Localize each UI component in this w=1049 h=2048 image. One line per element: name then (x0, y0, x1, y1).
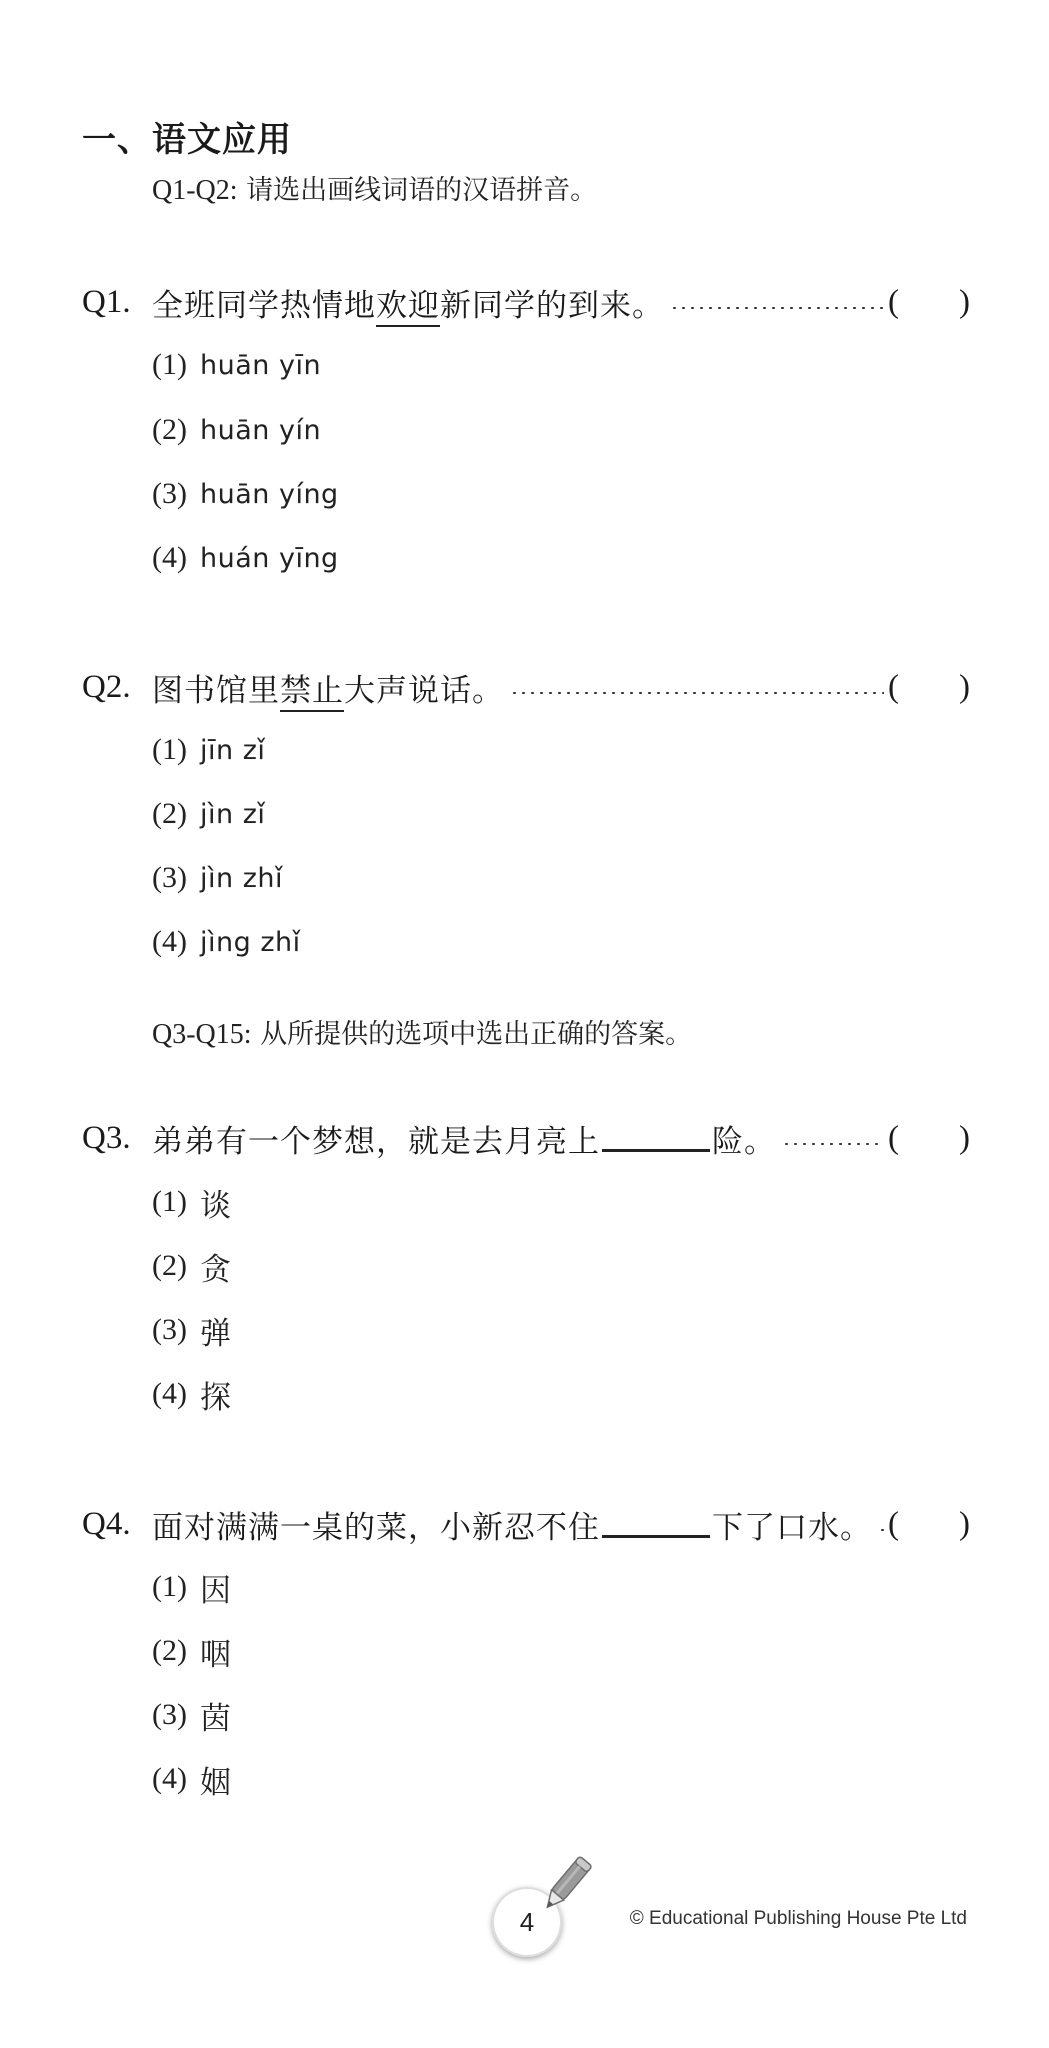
option-q2-3[interactable] (152, 858, 283, 898)
option-number: (3) (152, 477, 187, 510)
page-number: 4 (519, 1906, 535, 1937)
option-q4-3[interactable] (152, 1695, 232, 1735)
section-title: 一、语文应用 (82, 120, 292, 160)
question-text-pre: 图书馆里 (152, 672, 280, 709)
question-q3 (82, 1116, 970, 1160)
instruction-q1-q2 (152, 168, 597, 207)
question-text (152, 1116, 776, 1161)
option-text: 咽 (200, 1636, 232, 1673)
option-number: (1) (152, 733, 187, 766)
question-q4 (82, 1502, 970, 1546)
option-q2-4[interactable] (152, 922, 301, 962)
question-text-pre: 弟弟有一个梦想，就是去月亮上 (152, 1123, 600, 1160)
option-q4-4[interactable] (152, 1759, 232, 1799)
option-q3-1[interactable] (152, 1182, 232, 1222)
option-text: huán yīng (200, 542, 339, 574)
paren-open: ( (888, 1119, 899, 1156)
paren-open: ( (888, 1505, 899, 1542)
answer-box[interactable] (888, 1120, 970, 1157)
question-q2 (82, 665, 970, 709)
dot-leader (782, 1143, 884, 1145)
instruction-q3-q15 (152, 1012, 692, 1051)
option-text: 探 (200, 1379, 232, 1416)
dot-leader (670, 307, 884, 309)
question-number: Q3. (82, 1119, 131, 1156)
option-text: jìng zhǐ (200, 926, 301, 958)
question-text (152, 665, 504, 710)
paren-close: ) (959, 1119, 970, 1156)
option-text: huān yíng (200, 478, 339, 510)
fill-blank[interactable] (602, 1125, 710, 1152)
question-text-post: 大声说话。 (344, 672, 504, 709)
answer-box[interactable] (888, 669, 970, 706)
option-text: 因 (200, 1572, 232, 1609)
instruction-text: 从所提供的选项中选出正确的答案。 (260, 1019, 693, 1050)
option-q4-1[interactable] (152, 1567, 232, 1607)
question-text-post: 新同学的到来。 (440, 287, 664, 324)
question-text (152, 280, 664, 325)
option-number: (3) (152, 861, 187, 894)
option-q1-3[interactable] (152, 474, 339, 514)
answer-box[interactable] (888, 1506, 970, 1543)
option-text: 弹 (200, 1315, 232, 1352)
option-number: (3) (152, 1313, 187, 1346)
underlined-word: 欢迎 (376, 288, 440, 327)
option-text: jìn zhǐ (200, 862, 283, 894)
answer-box[interactable] (888, 284, 970, 321)
question-text-post: 险。 (712, 1123, 776, 1160)
paren-open: ( (888, 283, 899, 320)
option-text: 茵 (200, 1700, 232, 1737)
paren-close: ) (959, 283, 970, 320)
question-number: Q4. (82, 1505, 131, 1542)
option-q2-1[interactable] (152, 730, 265, 770)
instruction-code: Q3-Q15: (152, 1019, 252, 1050)
option-number: (4) (152, 1762, 187, 1795)
option-number: (1) (152, 348, 187, 381)
fill-blank[interactable] (602, 1511, 710, 1538)
option-number: (2) (152, 797, 187, 830)
pencil-icon (536, 1850, 596, 1920)
dot-leader (878, 1529, 884, 1531)
option-q1-2[interactable] (152, 410, 321, 450)
question-number: Q2. (82, 668, 131, 705)
question-q1 (82, 280, 970, 324)
option-text: jīn zǐ (200, 734, 266, 766)
option-q3-2[interactable] (152, 1246, 232, 1286)
paren-close: ) (959, 668, 970, 705)
option-number: (2) (152, 413, 187, 446)
option-number: (4) (152, 541, 187, 574)
underlined-word: 禁止 (280, 673, 344, 712)
option-text: 姻 (200, 1764, 232, 1801)
option-q4-2[interactable] (152, 1631, 232, 1671)
question-text-post: 下了口水。 (712, 1509, 872, 1546)
question-text-pre: 全班同学热情地 (152, 287, 376, 324)
option-number: (3) (152, 1698, 187, 1731)
question-text (152, 1502, 872, 1547)
option-text: huān yīn (200, 349, 322, 381)
option-number: (4) (152, 1377, 187, 1410)
copyright-notice: © Educational Publishing House Pte Ltd (629, 1908, 967, 1929)
option-q3-3[interactable] (152, 1310, 232, 1350)
option-number: (1) (152, 1185, 187, 1218)
option-q2-2[interactable] (152, 794, 265, 834)
option-text: 贪 (200, 1251, 232, 1288)
question-text-pre: 面对满满一桌的菜，小新忍不住 (152, 1509, 600, 1546)
option-number: (2) (152, 1249, 187, 1282)
question-number: Q1. (82, 283, 131, 320)
option-q1-1[interactable] (152, 345, 321, 385)
option-q3-4[interactable] (152, 1374, 232, 1414)
option-number: (2) (152, 1634, 187, 1667)
option-number: (1) (152, 1570, 187, 1603)
dot-leader (510, 692, 884, 694)
option-text: jìn zǐ (200, 798, 266, 830)
instruction-code: Q1-Q2: (152, 175, 238, 206)
paren-open: ( (888, 668, 899, 705)
paren-close: ) (959, 1505, 970, 1542)
option-q1-4[interactable] (152, 538, 339, 578)
option-text: huān yín (200, 414, 322, 446)
option-text: 谈 (200, 1187, 232, 1224)
option-number: (4) (152, 925, 187, 958)
instruction-text: 请选出画线词语的汉语拼音。 (246, 175, 598, 206)
